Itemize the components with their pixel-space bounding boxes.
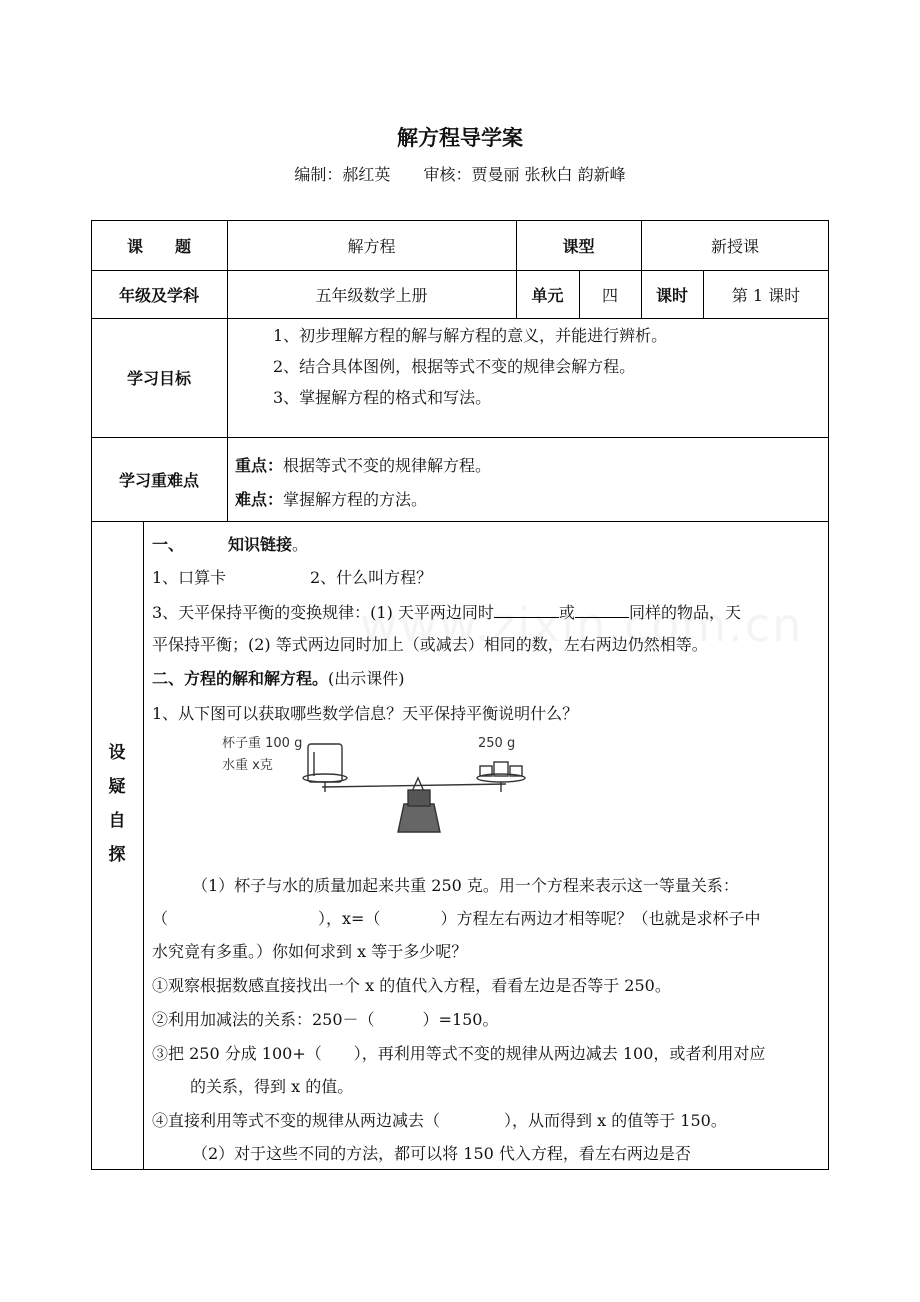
document-title: 解方程导学案 <box>397 126 523 150</box>
section-two-title: 二、方程的解和解方程。 <box>152 669 329 688</box>
method-3: ③把 250 分成 100+（ ），再利用等式不变的规律从两边减去 100，或者利用对应 <box>152 1044 766 1063</box>
method-4: ④直接利用等式不变的规律从两边减去（ ），从而得到 x 的值等于 150。 <box>152 1111 727 1130</box>
unit-value: 四 <box>601 285 618 305</box>
paragraph-2 <box>152 909 760 929</box>
paragraph-1: （1）杯子与水的质量加起来共重 250 克。用一个方程来表示这一等量关系： <box>192 876 739 895</box>
section-one-heading <box>152 535 308 555</box>
explore-label-char: 疑 <box>108 777 126 797</box>
explore-label-char: 探 <box>108 845 126 865</box>
cup-weight-label: 杯子重 100 g <box>222 736 303 751</box>
focus-line <box>235 456 491 476</box>
blank-field[interactable] <box>494 601 559 618</box>
topic-value: 解方程 <box>347 236 396 256</box>
section-two-note: (出示课件) <box>328 669 405 688</box>
x-equals: ），x=（ <box>318 909 381 928</box>
period-label: 课时 <box>655 285 688 305</box>
method-2: ②利用加减法的关系：250－（ ）=150。 <box>152 1010 499 1029</box>
col-divider <box>143 521 144 1170</box>
row-divider <box>91 521 829 522</box>
section-one-number: 一、 <box>152 535 185 554</box>
difficulty-text: 掌握解方程的方法。 <box>283 490 428 509</box>
grade-subject-label: 年级及学科 <box>118 285 199 305</box>
balance-rule-line <box>152 601 741 623</box>
explore-label <box>91 736 143 872</box>
topic-label: 课 题 <box>126 236 191 256</box>
grade-subject-value: 五年级数学上册 <box>315 285 428 305</box>
focus-label: 重点： <box>235 456 284 475</box>
section-one-title: 知识链接 <box>228 535 293 554</box>
water-weight-label: 水重 x克 <box>222 758 273 773</box>
line-oral-card: 1、口算卡 <box>152 568 227 587</box>
balance-rule-part3: 同样的物品，天 <box>628 603 741 622</box>
method-1: ①观察根据数感直接找出一个 x 的值代入方程，看看左边是否等于 250。 <box>152 976 671 995</box>
explore-label-char: 设 <box>108 743 126 763</box>
editor-credit: 编制：郝红英 <box>294 165 391 184</box>
unit-label: 单元 <box>531 285 564 305</box>
section-two-heading <box>152 669 405 689</box>
difficulty-line <box>235 490 427 510</box>
goal-item: 2、结合具体图例，根据等式不变的规律会解方程。 <box>273 357 636 376</box>
difficulty-label: 难点： <box>235 490 284 509</box>
paren-open: （ <box>152 909 169 928</box>
balance-rule-part1: 3、天平保持平衡的变换规律：(1) 天平两边同时 <box>152 603 494 622</box>
method-3-cont: 的关系，得到 x 的值。 <box>190 1077 354 1096</box>
line-what-is-equation: 2、什么叫方程？ <box>310 568 433 587</box>
paragraph-2-end: ）方程左右两边才相等呢？（也就是求杯子中 <box>440 909 761 928</box>
balance-rule-cont: 平保持平衡；(2) 等式两边同时加上（或减去）相同的数，左右两边仍然相等。 <box>152 635 708 654</box>
balance-scale-icon <box>222 732 532 840</box>
weight-250-label: 250 g <box>478 736 516 751</box>
lesson-type-label: 课型 <box>562 236 595 256</box>
period-value: 第 1 课时 <box>731 285 801 305</box>
explore-label-char: 自 <box>108 811 126 831</box>
blank-field[interactable] <box>575 601 629 618</box>
paragraph-3: 水究竟有多重。）你如何求到 x 等于多少呢？ <box>152 942 468 961</box>
document-subtitle <box>0 162 920 185</box>
focus-text: 根据等式不变的规律解方程。 <box>283 456 492 475</box>
goal-item: 3、掌握解方程的格式和写法。 <box>273 388 492 407</box>
lesson-type-value: 新授课 <box>710 236 759 256</box>
question-one: 1、从下图可以获取哪些数学信息？天平保持平衡说明什么？ <box>152 704 579 723</box>
paragraph-final: （2）对于这些不同的方法，都可以将 150 代入方程，看左右两边是否 <box>192 1144 691 1163</box>
reviewer-credit: 审核：贾曼丽 张秋白 韵新峰 <box>423 165 626 184</box>
key-points-label: 学习重难点 <box>118 470 199 490</box>
section-one-period: 。 <box>292 535 309 554</box>
goal-item: 1、初步理解方程的解与解方程的意义，并能进行辨析。 <box>273 326 668 345</box>
balance-rule-or: 或 <box>558 603 575 622</box>
goals-label: 学习目标 <box>126 369 191 388</box>
balance-figure <box>222 732 532 840</box>
